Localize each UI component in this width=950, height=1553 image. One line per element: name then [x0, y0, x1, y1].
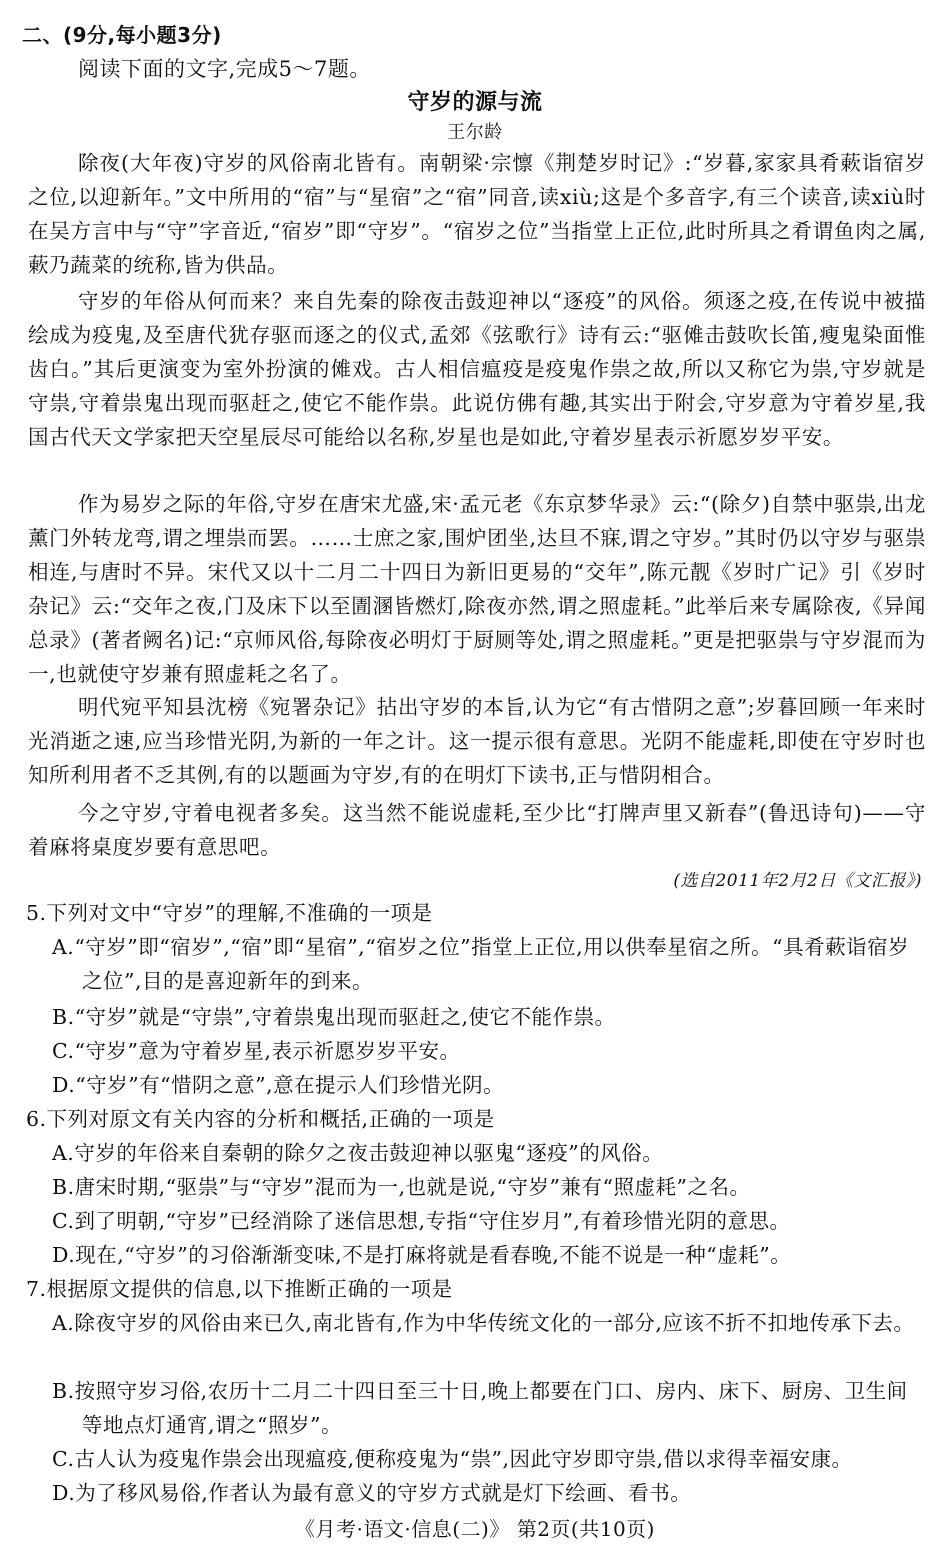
section-heading: 二、(9分,每小题3分) — [22, 23, 222, 47]
question-option: B.“守岁”就是“守祟”,守着祟鬼出现而驱赶之,使它不能作祟。 — [52, 1005, 616, 1029]
article-paragraph: 作为易岁之际的年俗,守岁在唐宋尤盛,宋·孟元老《东京梦华录》云:“(除夕)自禁中驱祟,出龙薰门外转龙弯,谓之埋祟而罢。……士庶之家,围炉团坐,达旦不寐,谓之守岁。”其时仍以守岁与驱祟相连,与唐时不异。宋代又以十二月二十四日为新旧更易的“交年”,陈元靓《岁时广记》引《岁时杂记》云:“交年之夜,门及床下以至圊溷皆燃灯,除夜亦然,谓之照虚耗。”此举后来专属除夜,《异闻总录》(著者阙名)记:“京师风俗,每除夜必明灯于厨厕等处,谓之照虚耗。”更是把驱祟与守岁混而为一,也就使守岁兼有照虚耗之名了。 — [28, 492, 926, 686]
question-option: D.现在,“守岁”的习俗渐渐变味,不是打麻将就是看春晚,不能不说是一种“虚耗”。 — [52, 1243, 792, 1267]
question-option: C.到了明朝,“守岁”已经消除了迷信思想,专指“守住岁月”,有着珍惜光阴的意思。 — [52, 1209, 791, 1233]
question-option: A.除夜守岁的风俗由来已久,南北皆有,作为中华传统文化的一部分,应该不折不扣地传承下去。 — [52, 1311, 915, 1335]
question-option: D.为了移风易俗,作者认为最有意义的守岁方式就是灯下绘画、看书。 — [52, 1481, 692, 1505]
question-stem: 7.根据原文提供的信息,以下推断正确的一项是 — [26, 1277, 453, 1301]
question-option: D.“守岁”有“惜阴之意”,意在提示人们珍惜光阴。 — [52, 1073, 505, 1097]
question-stem: 5.下列对文中“守岁”的理解,不准确的一项是 — [26, 901, 433, 925]
question-option: A.守岁的年俗来自秦朝的除夕之夜击鼓迎神以驱鬼“逐疫”的风俗。 — [52, 1141, 664, 1165]
article-title: 守岁的源与流 — [407, 90, 543, 115]
question-stem: 6.下列对原文有关内容的分析和概括,正确的一项是 — [26, 1107, 495, 1131]
article-author: 王尔龄 — [447, 122, 503, 143]
article-paragraph: 明代宛平知县沈榜《宛署杂记》拈出守岁的本旨,认为它“有古惜阴之意”;岁暮回顾一年来时光消逝之速,应当珍惜光阴,为新的一年之计。这一提示很有意思。光阴不能虚耗,即使在守岁时也知所利用者不乏其例,有的以题画为守岁,有的在明灯下读书,正与惜阴相合。 — [28, 695, 926, 787]
question-option: C.“守岁”意为守着岁星,表示祈愿岁岁平安。 — [52, 1039, 461, 1063]
article-paragraph: 今之守岁,守着电视者多矣。这当然不能说虚耗,至少比“打牌声里又新春”(鲁迅诗句)——守着麻将桌度岁要有意思吧。 — [28, 801, 926, 859]
article-paragraph: 除夜(大年夜)守岁的风俗南北皆有。南朝梁·宗懔《荆楚岁时记》:“岁暮,家家具肴蔌诣宿岁之位,以迎新年。”文中所用的“宿”与“星宿”之“宿”同音,读xiù;这是个多音字,有三个读音,读xiù时在吴方言中与“守”字音近,“宿岁”即“守岁”。“宿岁之位”当指堂上正位,此时所具之肴谓鱼肉之属,蔌乃蔬菜的统称,皆为供品。 — [28, 151, 926, 277]
question-option: C.古人认为疫鬼作祟会出现瘟疫,便称疫鬼为“祟”,因此守岁即守祟,借以求得幸福安康。 — [52, 1447, 853, 1471]
page-footer: 《月考·语文·信息(二)》 第2页(共10页) — [295, 1517, 655, 1541]
question-option: B.唐宋时期,“驱祟”与“守岁”混而为一,也就是说,“守岁”兼有“照虚耗”之名。 — [52, 1175, 751, 1199]
section-instruction: 阅读下面的文字,完成5～7题。 — [78, 57, 371, 81]
article-paragraph: 守岁的年俗从何而来？来自先秦的除夜击鼓迎神以“逐疫”的风俗。须逐之疫,在传说中被描绘成为疫鬼,及至唐代犹存驱而逐之的仪式,孟郊《弦歌行》诗有云:“驱傩击鼓吹长笛,瘦鬼染面惟齿白。”其后更演变为室外扮演的傩戏。古人相信瘟疫是疫鬼作祟之故,所以又称它为祟,守岁就是守祟,守着祟鬼出现而驱赶之,使它不能作祟。此说仿佛有趣,其实出于附会,守岁意为守着岁星,我国古代天文学家把天空星辰尽可能给以名称,岁星也是如此,守着岁星表示祈愿岁岁平安。 — [28, 289, 926, 449]
article-source: (选自2011年2月2日《文汇报》) — [673, 871, 922, 891]
question-option: A.“守岁”即“宿岁”,“宿”即“星宿”,“宿岁之位”指堂上正位,用以供奉星宿之所。“具肴蔌诣宿岁之位”,目的是喜迎新年的到来。 — [52, 935, 910, 993]
question-option: B.按照守岁习俗,农历十二月二十四日至三十日,晚上都要在门口、房内、床下、厨房、卫生间等地点灯通宵,谓之“照岁”。 — [52, 1379, 908, 1437]
